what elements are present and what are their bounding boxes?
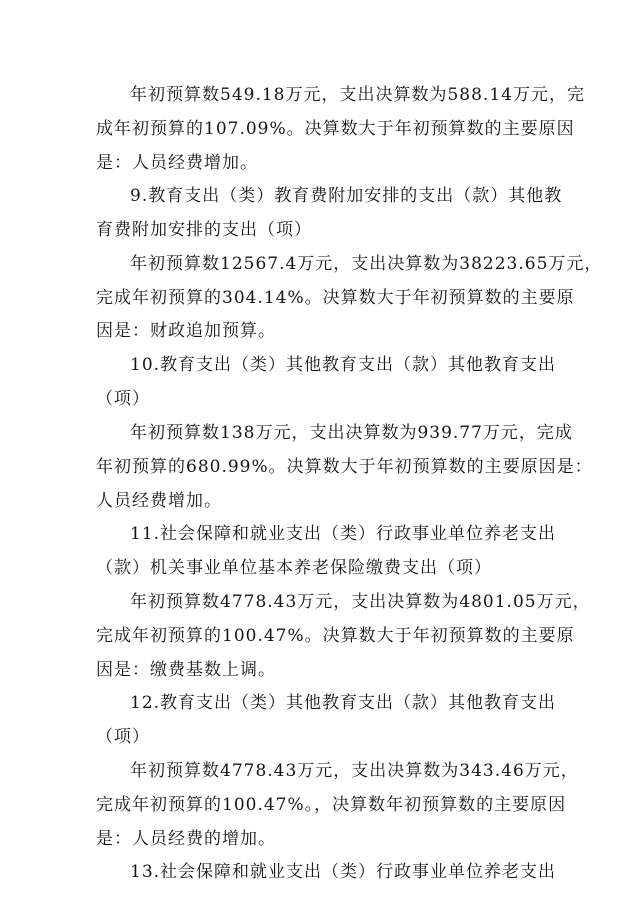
paragraph-line: 是：人员经费的增加。 bbox=[96, 829, 276, 849]
section-heading: 9.教育支出（类）教育费附加安排的支出（款）其他教 bbox=[130, 186, 563, 206]
section-heading: 13.社会保障和就业支出（类）行政事业单位养老支出 bbox=[130, 862, 557, 882]
paragraph-line: 成年初预算的107.09%。决算数大于年初预算数的主要原因 bbox=[96, 119, 575, 139]
paragraph-line: 因是：缴费基数上调。 bbox=[96, 660, 276, 680]
paragraph-line: 完成年初预算的100.47%。决算数大于年初预算数的主要原 bbox=[96, 626, 575, 646]
paragraph-line: 是：人员经费增加。 bbox=[96, 153, 258, 173]
paragraph-line: 年初预算数12567.4万元，支出决算数为38223.65万元， bbox=[130, 254, 603, 274]
paragraph-line: 年初预算数138万元，支出决算数为939.77万元，完成 bbox=[130, 423, 573, 443]
paragraph-line: 因是：财政追加预算。 bbox=[96, 321, 276, 341]
section-heading: 12.教育支出（类）其他教育支出（款）其他教育支出 bbox=[130, 693, 557, 713]
paragraph-line: 年初预算的680.99%。决算数大于年初预算数的主要原因是： bbox=[96, 457, 593, 477]
paragraph-line: 年初预算数549.18万元，支出决算数为588.14万元，完 bbox=[130, 85, 585, 105]
section-heading: 10.教育支出（类）其他教育支出（款）其他教育支出 bbox=[130, 355, 557, 375]
paragraph-line: 年初预算数4778.43万元，支出决算数为4801.05万元， bbox=[130, 592, 591, 612]
section-heading: 11.社会保障和就业支出（类）行政事业单位养老支出 bbox=[130, 524, 557, 544]
paragraph-line: 完成年初预算的304.14%。决算数大于年初预算数的主要原 bbox=[96, 288, 575, 308]
section-heading: （项） bbox=[96, 727, 150, 747]
paragraph-line: 年初预算数4778.43万元，支出决算数为343.46万元， bbox=[130, 761, 579, 781]
section-heading: 育费附加安排的支出（项） bbox=[96, 220, 312, 240]
paragraph-line: 人员经费增加。 bbox=[96, 491, 222, 511]
section-heading: （项） bbox=[96, 389, 150, 409]
section-heading: （款）机关事业单位基本养老保险缴费支出（项） bbox=[96, 558, 492, 578]
paragraph-line: 完成年初预算的100.47%。，决算数年初预算数的主要原因 bbox=[96, 795, 567, 815]
